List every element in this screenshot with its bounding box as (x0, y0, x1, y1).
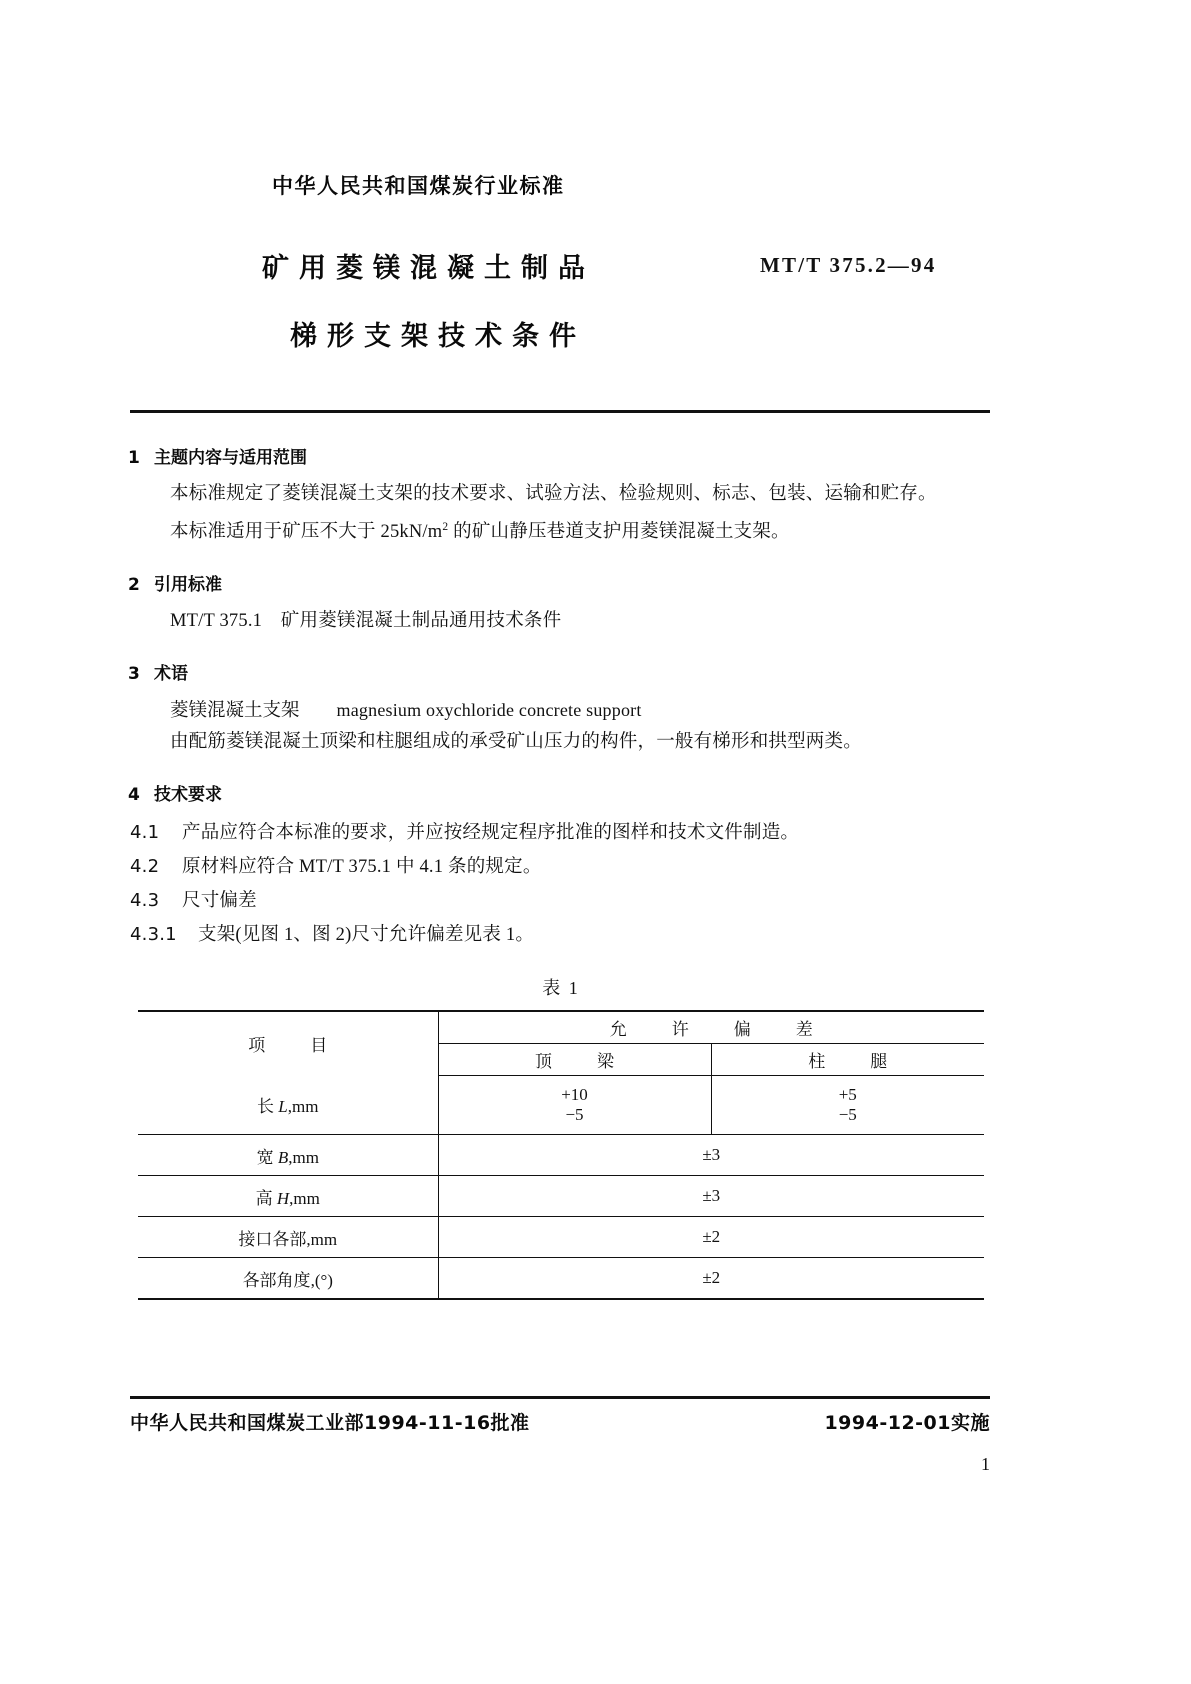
item-label-height-var: H (276, 1188, 290, 1208)
table-cell-width-tol: ±3 (438, 1135, 984, 1176)
table-cell-beam-length-tol (438, 1076, 711, 1135)
section-number-4: 4 (128, 785, 140, 806)
clause-number-4-3-1: 4.3.1 (130, 924, 177, 946)
implementation-date: 1994-12-01实施 (824, 1412, 990, 1434)
section-heading-2 (128, 570, 994, 595)
table-cell-item-joint (138, 1217, 438, 1258)
item-label-width-suffix: ,mm (288, 1147, 319, 1167)
standard-number: MT/T 375.2—94 (760, 253, 937, 277)
table-row (138, 1217, 984, 1258)
section-title-1: 主题内容与适用范围 (154, 448, 307, 468)
table-header-leg: 柱 腿 (711, 1044, 984, 1076)
beam-length-upper: +10 (561, 1085, 588, 1105)
beam-length-lower: −5 (565, 1105, 584, 1125)
title-row-primary (130, 246, 990, 288)
clause-text-4-3-1: 支架(见图 1、图 2)尺寸允许偏差见表 1。 (198, 925, 535, 946)
clause-4-3-1 (130, 918, 994, 952)
tolerance-table (138, 1010, 984, 1300)
title-row-secondary (130, 314, 990, 356)
document-title-line1: 矿用菱镁混凝土制品 (262, 253, 595, 284)
clause-number-4-3: 4.3 (130, 890, 160, 912)
table-header-row-1 (138, 1011, 984, 1044)
table-cell-item-width (138, 1135, 438, 1176)
item-label-length-prefix: 长 (257, 1097, 279, 1117)
table-cell-item-length (138, 1076, 438, 1135)
term-definition: 由配筋菱镁混凝土顶梁和柱腿组成的承受矿山压力的构件，一般有梯形和拱型两类。 (170, 732, 862, 753)
table-cell-item-height (138, 1176, 438, 1217)
section-title-2: 引用标准 (154, 575, 222, 596)
table-header-tolerance: 允 许 偏 差 (438, 1011, 984, 1044)
item-label-width-prefix: 宽 (256, 1147, 278, 1167)
section-heading-4 (128, 780, 994, 805)
section-1-paragraph-1: 本标准规定了菱镁混凝土支架的技术要求、试验方法、检验规则、标志、包装、运输和贮存。 (170, 484, 937, 504)
clause-number-4-2: 4.2 (130, 856, 160, 878)
item-label-joint-suffix: ,mm (306, 1229, 338, 1249)
section-number-1: 1 (128, 448, 140, 468)
clause-4-2 (130, 850, 994, 884)
item-label-angle-prefix: 各部角度 (242, 1270, 311, 1290)
table-row (138, 1135, 984, 1176)
section-heading-3 (128, 659, 994, 684)
table-cell-leg-length-tol (711, 1076, 984, 1135)
section-number-3: 3 (128, 664, 140, 685)
clause-4-3 (130, 884, 994, 918)
page-number: 1 (981, 1454, 990, 1474)
leg-length-upper: +5 (838, 1085, 857, 1105)
clause-number-4-1: 4.1 (130, 822, 160, 844)
referenced-standard-entry: MT/T 375.1 矿用菱镁混凝土制品通用技术条件 (170, 611, 562, 632)
clause-text-4-1: 产品应符合本标准的要求，并应按经规定程序批准的图样和技术文件制造。 (182, 823, 800, 844)
clause-text-4-3: 尺寸偏差 (182, 891, 257, 912)
table-row (138, 1258, 984, 1300)
term-chinese: 菱镁混凝土支架 (170, 701, 300, 722)
section-1-paragraph-2: 本标准适用于矿压不大于 $25kN/m^2$ 的矿山静压巷道支护用菱镁混凝土支架。 (170, 521, 790, 543)
item-label-angle-suffix: ,(°) (310, 1270, 333, 1290)
footer-divider-rule (130, 1396, 990, 1399)
table-row (138, 1176, 984, 1217)
approval-statement: 中华人民共和国煤炭工业部1994-11-16批准 (130, 1412, 530, 1434)
section-number-2: 2 (128, 575, 140, 596)
header-divider-rule (130, 410, 990, 413)
item-label-height-suffix: ,mm (289, 1188, 320, 1208)
table-header-beam: 顶 梁 (438, 1044, 711, 1076)
table-cell-height-tol: ±3 (438, 1176, 984, 1217)
table-row (138, 1076, 984, 1135)
item-label-height-prefix: 高 (255, 1188, 277, 1208)
clause-4-1 (130, 816, 994, 850)
term-entry (170, 695, 994, 727)
leg-length-lower: −5 (838, 1105, 857, 1125)
item-label-length-suffix: ,mm (287, 1097, 319, 1117)
table-header-item: 项 目 (138, 1011, 438, 1076)
table-cell-joint-tol: ±2 (438, 1217, 984, 1258)
item-label-joint-prefix: 接口各部 (238, 1229, 307, 1249)
section-heading-1 (128, 443, 994, 468)
term-english: magnesium oxychloride concrete support (336, 700, 642, 721)
section-title-3: 术语 (154, 664, 188, 685)
item-label-length-var: L (278, 1097, 288, 1117)
table-cell-angle-tol: ±2 (438, 1258, 984, 1300)
section-title-4: 技术要求 (154, 785, 222, 806)
document-title-line2: 梯形支架技术条件 (290, 321, 586, 352)
table-cell-item-angle (138, 1258, 438, 1300)
issuing-organization: 中华人民共和国煤炭行业标准 (272, 174, 565, 198)
table-caption: 表 1 (542, 978, 580, 999)
item-label-width-var: B (277, 1147, 289, 1167)
clause-text-4-2: 原材料应符合 MT/T 375.1 中 4.1 条的规定。 (182, 857, 542, 878)
document-header (130, 170, 990, 356)
document-body (128, 443, 994, 1300)
